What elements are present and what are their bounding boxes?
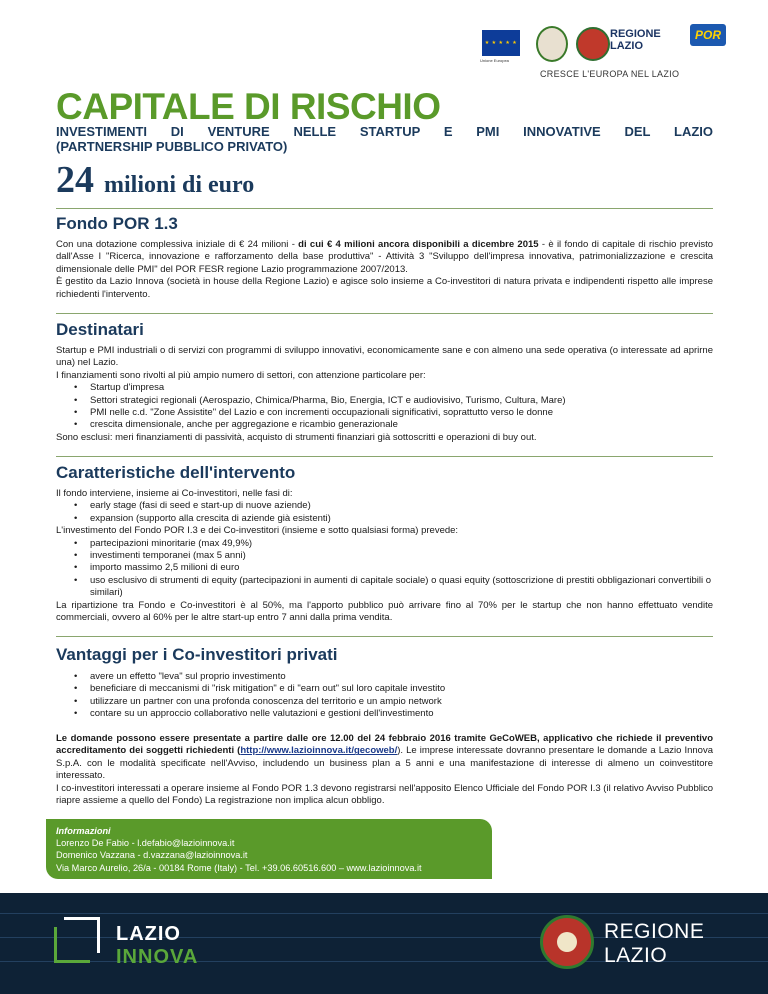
info-heading: Informazioni	[56, 826, 111, 836]
footer-stripe	[0, 913, 768, 914]
page-title: CAPITALE DI RISCHIO	[56, 86, 441, 127]
page-subtitle: INVESTIMENTI DI VENTURE NELLE STARTUP E PMI INNOVATIVE DEL LAZIO (PARTNERSHIP PUBBLICO PRIVATO)	[56, 124, 713, 154]
info-box	[46, 819, 492, 879]
section-vantaggi	[56, 645, 713, 721]
paragraph: È gestito da Lazio Innova (società in house della Regione Lazio) e agisce solo insieme a Co-investitori di natura privata e indipendenti rispetto alle imprese richiedenti l'intervento.	[56, 276, 713, 300]
section-fondo	[56, 214, 713, 301]
paragraph: I co-investitori interessati a operare insieme al Fondo POR 1.3 devono registrarsi nell'apposito Elenco Ufficiale del Fondo POR I.3 (il relativo Avviso Pubblico riapre assieme a quello del Fondo) La registrazione non implica alcun obbligo.	[56, 782, 713, 807]
list-item: • expansion (supporto alla crescita di aziende già esistenti)	[56, 513, 713, 525]
section-destinatari	[56, 320, 713, 444]
list-item: • utilizzare un partner con una profonda conoscenza del territorio e un ampio network	[56, 696, 713, 708]
paragraph: Le domande possono essere presentate a partire dalle ore 12.00 del 24 febbraio 2016 tramite GeCoWEB, applicativo che richiede il preventivo accreditamento dei soggetti richiedenti (http://www.lazioinnova.it/gecoweb/). Le imprese interessate dovranno presentare le domande a Lazio Innova S.p.A. con le modalità specificate nell'Avviso, includendo un business plan a 5 anni e una manifestazione di interesse di almeno un coinvestitore interessato.	[56, 733, 713, 782]
regione-lazio-footer-text: REGIONE	[604, 920, 705, 943]
regione-lazio-emblem-icon	[540, 915, 594, 969]
divider	[56, 636, 713, 637]
paragraph: Sono esclusi: meri finanziamenti di passività, acquisto di strumenti finanziari già sottoscritti e operazioni di buy out.	[56, 431, 537, 443]
regione-lazio-logo-text: REGIONE LAZIO	[610, 28, 661, 52]
regione-lazio-logo	[576, 26, 680, 58]
eu-flag-icon: ★ ★ ★ ★ ★	[482, 30, 520, 56]
contact-line[interactable]: Lorenzo De Fabio - l.defabio@lazioinnova.it	[56, 838, 235, 849]
lazio-innova-mark-icon	[54, 917, 100, 963]
list-item: • crescita dimensionale, anche per aggregazione e ricambio generazionale	[56, 419, 713, 431]
paragraph: I finanziamenti sono rivolti al più ampio numero di settori, con attenzione particolare per:	[56, 369, 426, 381]
list-item: • avere un effetto "leva" sul proprio investimento	[56, 671, 713, 683]
lazio-innova-logo-text: INNOVA	[116, 946, 199, 968]
list-item: • contare su un approccio collaborativo nelle valutazioni e gestioni dell'investimento	[56, 708, 713, 720]
por-logo	[684, 24, 734, 64]
amount-text: milioni di euro	[104, 172, 255, 198]
por-logo-mark: POR	[690, 24, 726, 46]
divider	[56, 208, 713, 209]
paragraph: La ripartizione tra Fondo e Co-investitori è al 50%, ma l'apporto pubblico può arrivare fino al 70% per le startup che non hanno effettuato vendite commerciali, ovvero al 60% per le altre start-up entro 7 anni dalla prima vendita.	[56, 599, 713, 624]
lazio-innova-logo-text: LAZIO	[116, 923, 181, 945]
footer	[0, 893, 768, 994]
bullet-list	[56, 500, 713, 525]
section-title: Vantaggi per i Co-investitori privati	[56, 645, 338, 664]
divider	[56, 456, 713, 457]
amount-number: 24	[56, 159, 94, 201]
bullet-list	[56, 382, 713, 432]
bullet-list	[56, 671, 713, 721]
paragraph: Startup e PMI industriali o di servizi con programmi di sviluppo innovativi, economicamente sane e con almeno una sede operativa (o interessate ad aprirne una) nel Lazio.	[56, 345, 713, 369]
list-item: • early stage (fasi di seed e start-up di nuove aziende)	[56, 500, 713, 512]
divider	[56, 313, 713, 314]
section-caratteristiche	[56, 463, 713, 624]
paragraph: Con una dotazione complessiva iniziale di € 24 milioni - di cui € 4 milioni ancora disponibili a dicembre 2015 - è il fondo di capitale di rischio previsto dall'Asse I "Ricerca, innovazione e rafforzamento della base produttiva" - Attività 3 "Sviluppo dell'impresa innovativa, patrimonializzazione e crescita dimensionale delle PMI" del POR FESR regione Lazio programmazione 2007/2013.	[56, 239, 714, 275]
section-title: Destinatari	[56, 320, 144, 339]
paragraph: Il fondo interviene, insieme ai Co-investitori, nelle fasi di:	[56, 488, 293, 499]
regione-lazio-footer-text: LAZIO	[604, 944, 668, 967]
contact-line[interactable]: Domenico Vazzana - d.vazzana@lazioinnova.it	[56, 850, 248, 861]
list-item: • partecipazioni minoritarie (max 49,9%)	[56, 538, 713, 550]
section-title: Caratteristiche dell'intervento	[56, 463, 296, 482]
gecoweb-link[interactable]: http://www.lazioinnova.it/gecoweb/	[240, 745, 398, 757]
section-title: Fondo POR 1.3	[56, 214, 178, 233]
list-item: • Settori strategici regionali (Aerospazio, Chimica/Pharma, Bio, Energia, ICT e audiovisivo, Turismo, Cultura, Mare)	[56, 395, 713, 407]
address-line: Via Marco Aurelio, 26/a - 00184 Rome (Italy) - Tel. +39.06.60516.600 – www.lazioinnova.it	[56, 862, 422, 873]
section-domande	[56, 733, 713, 807]
italian-republic-emblem-icon	[536, 26, 568, 62]
partner-logos	[478, 22, 738, 72]
tagline: CRESCE L'EUROPA NEL LAZIO	[540, 69, 680, 79]
eu-caption: Unione Europea	[480, 58, 509, 63]
list-item: • importo massimo 2,5 milioni di euro	[56, 562, 713, 574]
paragraph: L'investimento del Fondo POR I.3 e dei Co-investitori (insieme e sotto qualsiasi forma) prevede:	[56, 525, 459, 537]
list-item: • beneficiare di meccanismi di "risk mitigation" e di "earn out" sul loro capitale investito	[56, 683, 713, 695]
amount-headline	[56, 158, 254, 202]
list-item: • Startup d'impresa	[56, 382, 713, 394]
bullet-list	[56, 538, 713, 600]
list-item: • uso esclusivo di strumenti di equity (partecipazioni in aumenti di capitale sociale) o quasi equity (sottoscrizione di prestiti obbligazionari convertibili o similari)	[56, 575, 713, 600]
list-item: • investimenti temporanei (max 5 anni)	[56, 550, 713, 562]
list-item: • PMI nelle c.d. "Zone Assistite" del Lazio e con incrementi occupazionali significativi, soprattutto verso le donne	[56, 407, 713, 419]
regione-lazio-mark-icon	[576, 27, 610, 61]
